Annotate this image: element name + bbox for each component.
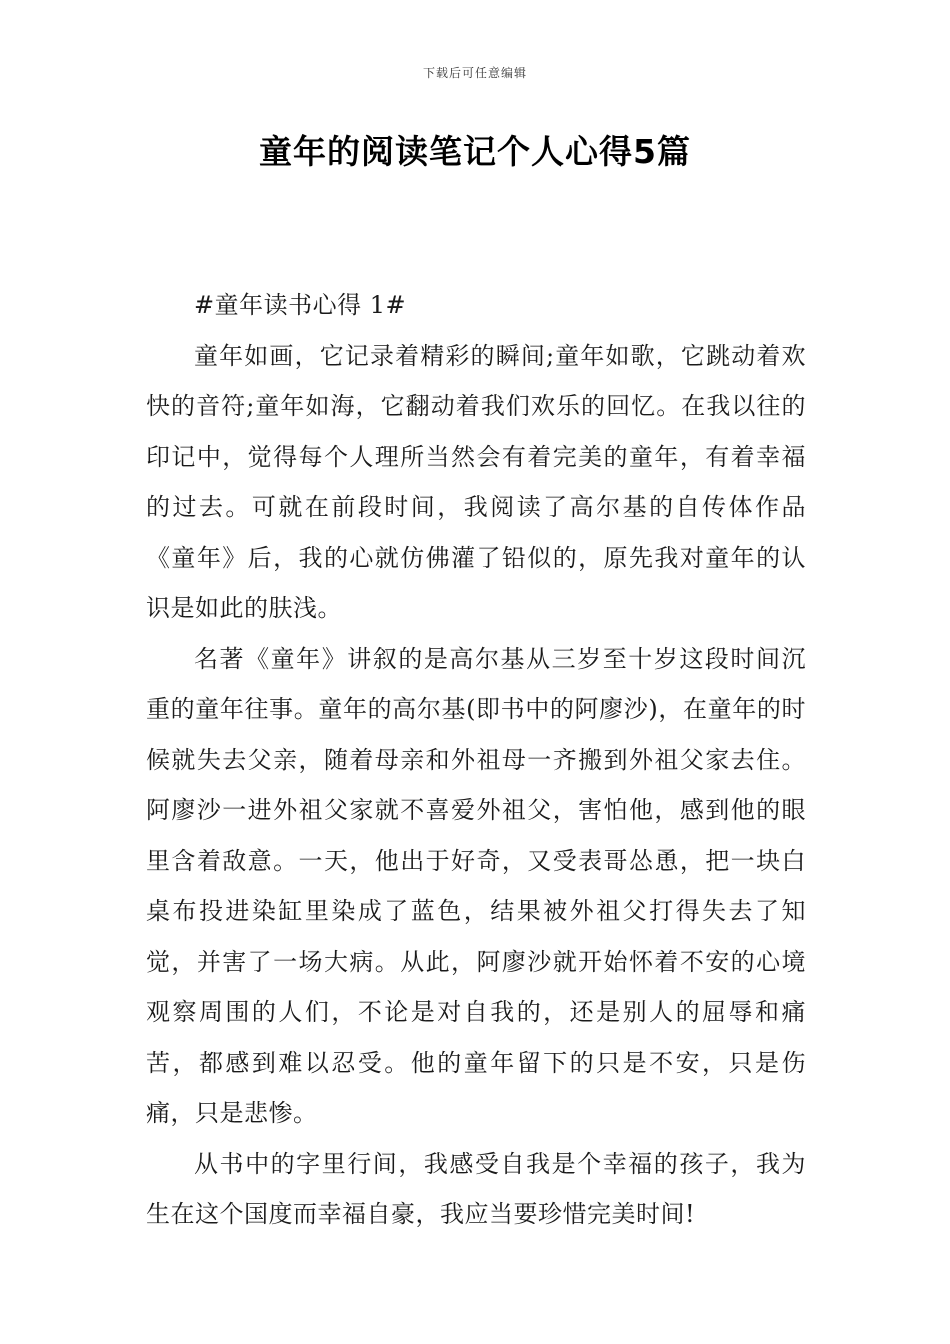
document-title: 童年的阅读笔记个人心得5篇 (259, 132, 691, 171)
section-heading: #童年读书心得 1# (194, 291, 407, 319)
document-body (146, 280, 806, 1240)
body-paragraph: 名著《童年》讲叙的是高尔基从三岁至十岁这段时间沉重的童年往事。童年的高尔基(即书中的阿廖沙)，在童年的时候就失去父亲，随着母亲和外祖母一齐搬到外祖父家去住。阿廖沙一进外祖父家就不喜爱外祖父，害怕他，感到他的眼里含着敌意。一天，他出于好奇，又受表哥怂恿，把一块白桌布投进染缸里染成了蓝色，结果被外祖父打得失去了知觉，并害了一场大病。从此，阿廖沙就开始怀着不安的心境观察周围的人们，不论是对自我的，还是别人的屈辱和痛苦，都感到难以忍受。他的童年留下的只是不安，只是伤痛，只是悲惨。 (146, 644, 806, 1127)
body-paragraph: 童年如画，它记录着精彩的瞬间;童年如歌，它跳动着欢快的音符;童年如海，它翻动着我们欢乐的回忆。在我以往的印记中，觉得每个人理所当然会有着完美的童年，有着幸福的过去。可就在前段时间，我阅读了高尔基的自传体作品《童年》后，我的心就仿佛灌了铅似的，原先我对童年的认识是如此的肤浅。 (146, 341, 806, 622)
body-paragraph: 从书中的字里行间，我感受自我是个幸福的孩子，我为生在这个国度而幸福自豪，我应当要珍惜完美时间! (146, 1149, 806, 1228)
header-note: 下载后可任意编辑 (422, 66, 527, 80)
